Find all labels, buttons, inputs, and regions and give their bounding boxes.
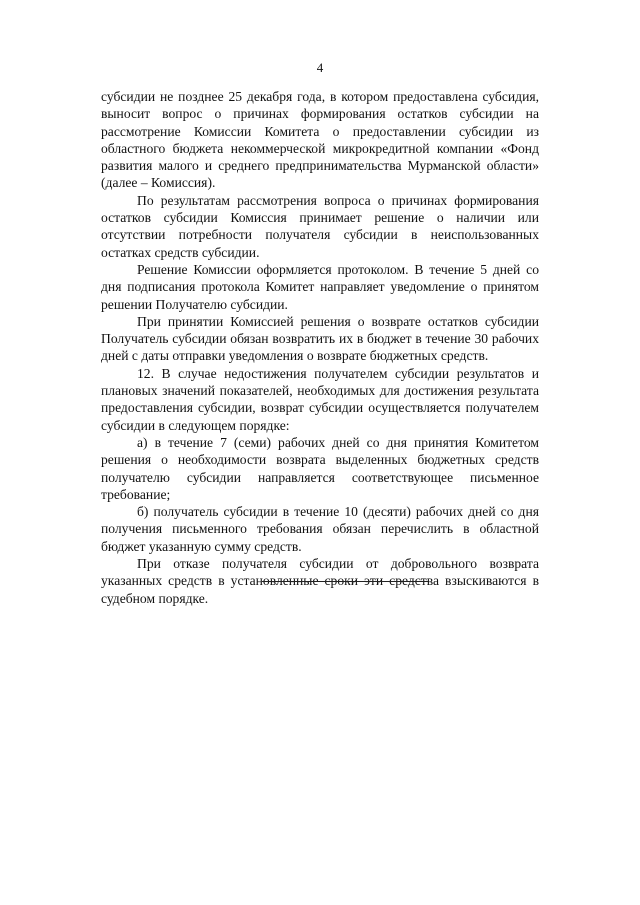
page-number: 4 [316,60,324,75]
paragraph-clause-12-a: а) в течение 7 (семи) рабочих дней со дня принятия Комитетом решения о необходимости возврата выделенных бюджетных средств получателю субсидии направляется соответствующее письменное требование; [101,434,539,502]
paragraph-commission-decision: По результатам рассмотрения вопроса о причинах формирования остатков субсидии Комиссия принимает решение о наличии или отсутствии потребности получателя субсидии в неиспользованных остатках средств субсидии. [101,192,539,260]
paragraph-continuation: субсидии не позднее 25 декабря года, в котором предоставлена субсидия, выносит вопрос о причинах формирования остатков субсидии на рассмотрение Комиссии Комитета о предоставлении субсидии из областного бюджета некоммерческой микрокредитной компании «Фонд развития малого и среднего предпринимательства Мурманской области» (далее – Комиссия). [101,89,539,191]
paragraph-clause-12-b: б) получатель субсидии в течение 10 (десяти) рабочих дней со дня получения письменного требования обязан перечислить в областной бюджет указанную сумму средств. [101,504,539,554]
paragraph-court-recovery: При отказе получателя субсидии от добровольного возврата указанных средств в установленные сроки эти средства взыскиваются в судебном порядке. [101,556,539,606]
paragraph-protocol: Решение Комиссии оформляется протоколом. В течение 5 дней со дня подписания протокола Комитет направляет уведомление о принятом решении Получателю субсидии. [101,261,539,312]
document-body [101,88,539,607]
end-divider [262,581,428,582]
paragraph-clause-12: 12. В случае недостижения получателем субсидии результатов и плановых значений показателей, необходимых для достижения результата предоставления субсидии, возврат субсидии осуществляется получателем субсидии в следующем порядке: [101,365,539,433]
paragraph-return-remainder: При принятии Комиссией решения о возврате остатков субсидии Получатель субсидии обязан возвратить их в бюджет в течение 30 рабочих дней с даты отправки уведомления о возврате бюджетных средств. [101,313,539,364]
